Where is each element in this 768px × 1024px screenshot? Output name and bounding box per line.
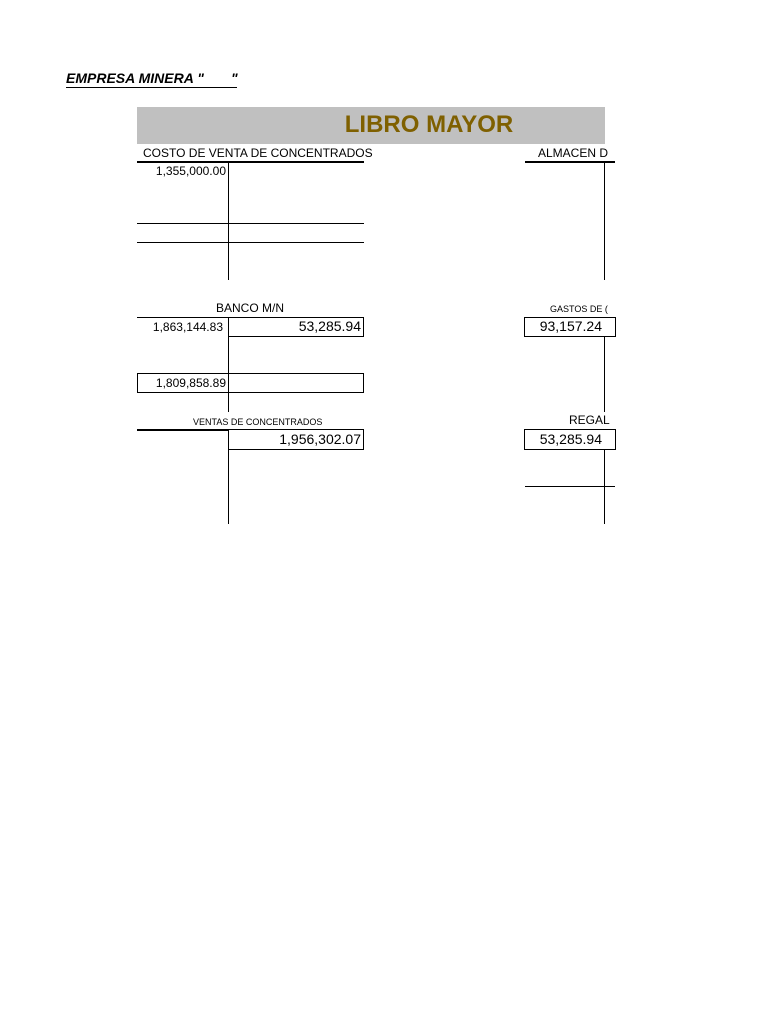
t-account-top-line: [137, 429, 228, 431]
account-title-costo-venta: COSTO DE VENTA DE CONCENTRADOS: [143, 146, 373, 160]
t-account-divider: [604, 162, 605, 280]
t-account-divider: [228, 450, 229, 524]
t-account-top-line: [525, 161, 615, 163]
account-title-regal: REGAL: [569, 413, 610, 427]
t-account-top-line: [137, 161, 364, 163]
t-account-divider: [604, 337, 605, 412]
page-title: LIBRO MAYOR: [344, 111, 514, 138]
debit-value: 93,157.24: [539, 318, 602, 334]
row-line: [137, 242, 364, 243]
credit-value: 53,285.94: [298, 318, 361, 334]
account-title-almacen: ALMACEN D: [538, 146, 609, 160]
company-name: EMPRESA MINERA " ": [66, 70, 238, 86]
t-account-divider: [228, 162, 229, 280]
row-line: [137, 223, 364, 224]
account-title-banco: BANCO M/N: [216, 301, 285, 315]
debit-value: 1,863,144.83: [152, 320, 223, 334]
t-account-divider: [604, 450, 605, 524]
account-title-gastos: GASTOS DE (: [550, 304, 608, 314]
debit-value: 53,285.94: [539, 431, 602, 447]
row-line: [525, 486, 615, 487]
credit-value: 1,956,302.07: [279, 431, 361, 447]
debit-value: 1,355,000.00: [155, 164, 226, 178]
account-title-ventas: VENTAS DE CONCENTRADOS: [193, 417, 323, 427]
balance-value: 1,809,858.89: [155, 376, 226, 390]
